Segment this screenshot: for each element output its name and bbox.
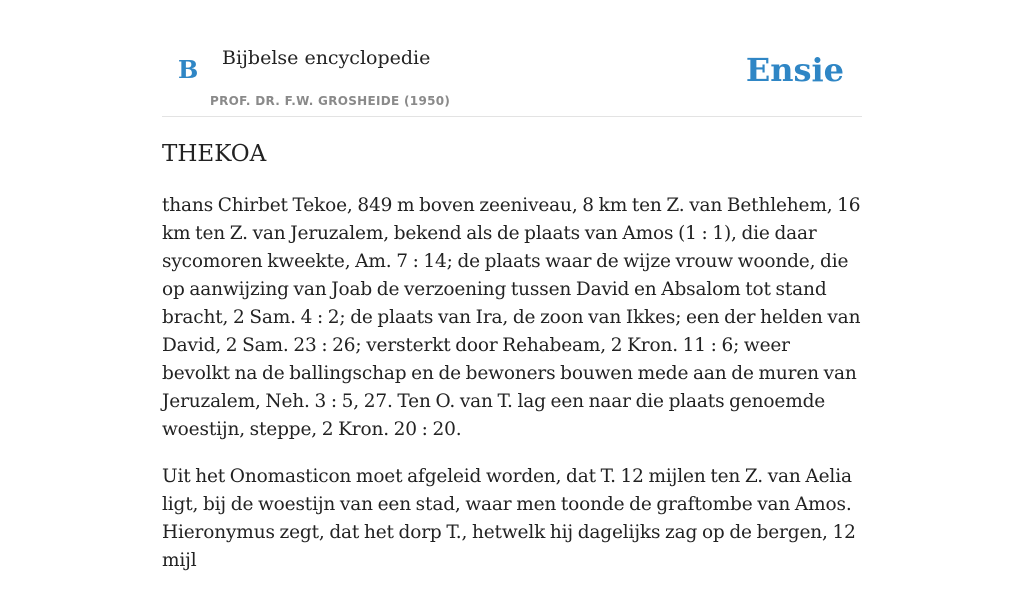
article-title: THEKOA: [162, 141, 267, 167]
encyclopedia-author: PROF. DR. F.W. GROSHEIDE (1950): [210, 94, 451, 108]
article-body: [162, 192, 862, 575]
site-header: [162, 0, 862, 117]
article: [162, 138, 862, 594]
article-paragraph: Uit het Onomasticon moet afgeleid worden, dat T. 12 mijlen ten Z. van Aelia ligt, bij de woestijn van een stad, waar men toonde de graftombe van Amos. Hieronymus zegt, dat het dorp T., hetwelk hij dagelijks zag op de bergen, 12 mijl: [162, 466, 856, 571]
encyclopedia-logo[interactable]: B: [178, 55, 199, 84]
article-paragraph: thans Chirbet Tekoe, 849 m boven zeeniveau, 8 km ten Z. van Bethlehem, 16 km ten Z. van Jeruzalem, bekend als de plaats van Amos (1 : 1), die daar sycomoren kweekte, Am. 7 : 14; de plaats waar de wijze vrouw woonde, die op aanwijzing van Joab de verzoening tussen David en Absalom tot stand bracht, 2 Sam. 4 : 2; de plaats van Ira, de zoon van Ikkes; een der helden van David, 2 Sam. 23 : 26; versterkt door Rehabeam, 2 Kron. 11 : 6; weer bevolkt na de ballingschap en de bewoners bouwen mede aan de muren van Jeruzalem, Neh. 3 : 5, 27. Ten O. van T. lag een naar die plaats genoemde woestijn, steppe, 2 Kron. 20 : 20.: [162, 195, 861, 440]
encyclopedia-title[interactable]: Bijbelse encyclopedie: [222, 47, 431, 69]
ensie-brand-logo[interactable]: Ensie: [745, 51, 844, 89]
